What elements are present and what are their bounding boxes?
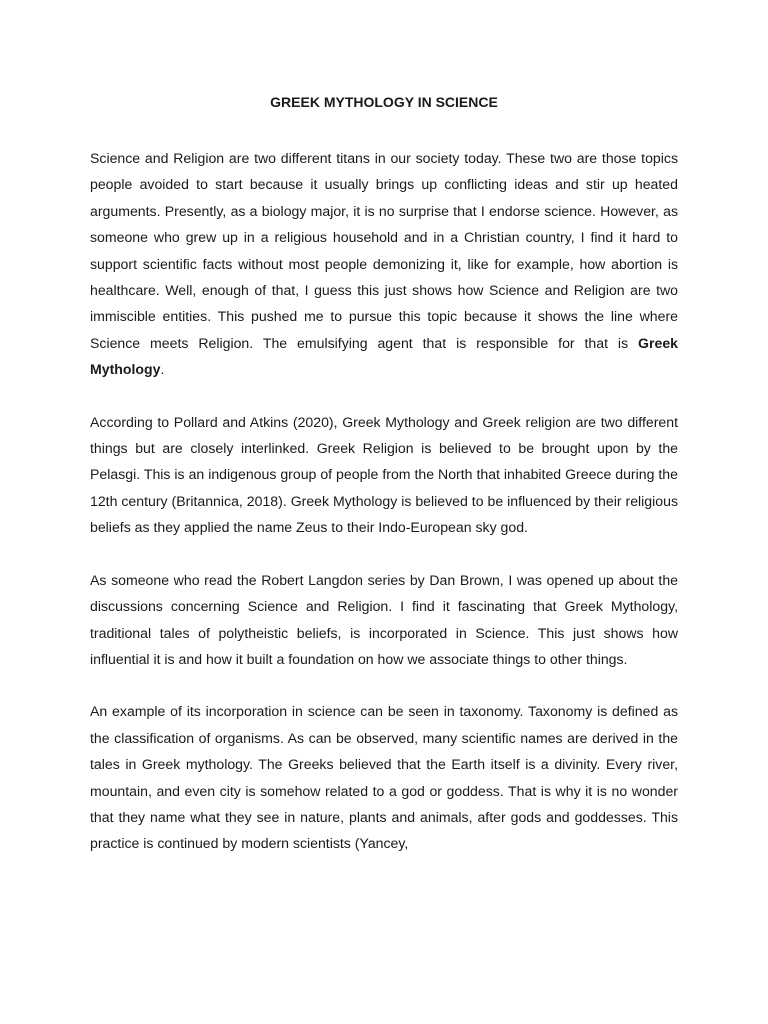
paragraph-intro-text: Science and Religion are two different titans in our society today. These two are those topics people avoided to start because it usually brings up conflicting ideas and stir up heated arguments. Presently, as a biology major, it is no surprise that I endorse science. However, as someone who grew up in a religious household and in a Christian country, I find it hard to support scientific facts without most people demonizing it, like for example, how abortion is healthcare. Well, enough of that, I guess this just shows how Science and Religion are two immiscible entities. This pushed me to pursue this topic because it shows the line where Science meets Religion. The emulsifying agent that is responsible for that is [90,150,678,351]
paragraph-intro-end: . [160,361,165,378]
paragraph-intro-bold-term: Greek Mythology [90,334,678,378]
paragraph-robert-langdon: As someone who read the Robert Langdon series by Dan Brown, I was opened up about the discussions concerning Science and Religion. I find it fascinating that Greek Mythology, traditional tales of polytheistic beliefs, is incorporated in Science. This just shows how influential it is and how it built a foundation on how we associate things to other things. [90,571,678,667]
document-page [90,92,678,883]
document-title: GREEK MYTHOLOGY IN SCIENCE [270,94,498,110]
paragraph-intro [90,145,678,383]
paragraph-greek-religion: According to Pollard and Atkins (2020), Greek Mythology and Greek religion are two different things but are closely interlinked. Greek Religion is believed to be brought upon by the Pelasgi. This is an indigenous group of people from the North that inhabited Greece during the 12th century (Britannica, 2018). Greek Mythology is believed to be influenced by their religious beliefs as they applied the name Zeus to their Indo-European sky god. [90,413,678,536]
paragraph-taxonomy: An example of its incorporation in science can be seen in taxonomy. Taxonomy is defined as the classification of organisms. As can be observed, many scientific names are derived in the tales in Greek mythology. The Greeks believed that the Earth itself is a divinity. Every river, mountain, and even city is somehow related to a god or goddess. That is why it is no wonder that they name what they see in nature, plants and animals, after gods and goddesses. This practice is continued by modern scientists (Yancey, [90,703,678,852]
